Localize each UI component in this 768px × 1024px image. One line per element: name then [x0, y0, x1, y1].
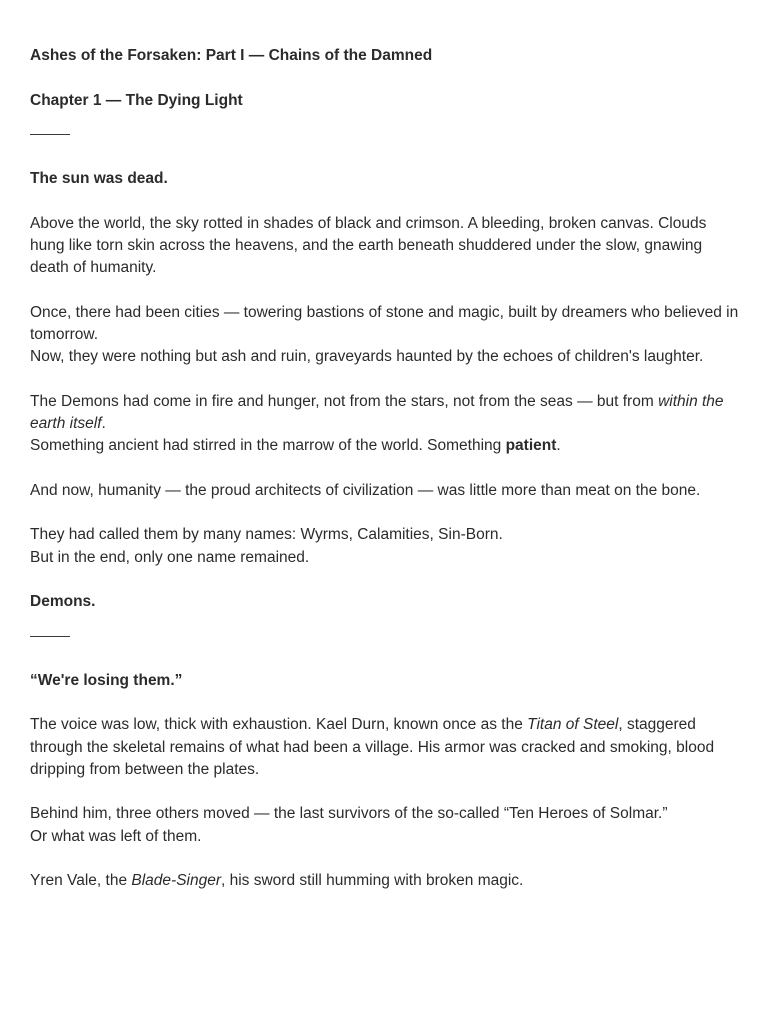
emphasis-text: Titan of Steel [527, 716, 619, 734]
paragraph-demons-came [30, 391, 742, 458]
paragraph-humanity: And now, humanity — the proud architects of civilization — was little more than meat on the bone. [30, 481, 701, 499]
paragraph-names-line-2: But in the end, only one name remained. [30, 548, 310, 566]
strong-text: patient [505, 437, 557, 455]
text-segment: Something ancient had stirred in the marrow of the world. Something [30, 437, 506, 455]
paragraph-demons: Demons. [30, 593, 96, 611]
paragraph-cities-line-1: Once, there had been cities — towering bastions of stone and magic, built by dreamers who believed in tomorrow. [30, 303, 739, 343]
text-segment: The voice was low, thick with exhaustion. Kael Durn, known once as the [30, 716, 528, 734]
paragraph-kael [30, 714, 742, 781]
paragraph-survivors-line-1: Behind him, three others moved — the last survivors of the so-called “Ten Heroes of Solmar.” [30, 805, 668, 823]
section-divider [30, 134, 70, 135]
text-segment: Yren Vale, the [30, 872, 132, 890]
emphasis-text: within the earth itself [30, 392, 724, 432]
section-divider [30, 636, 70, 637]
paragraph-yren [30, 870, 742, 892]
paragraph-cities [30, 302, 742, 369]
paragraph-names-line-1: They had called them by many names: Wyrms, Calamities, Sin-Born. [30, 526, 503, 544]
paragraph-dialogue: “We're losing them.” [30, 671, 183, 689]
text-segment: , his sword still humming with broken magic. [221, 872, 524, 890]
document-body [30, 45, 742, 915]
text-segment: The Demons had come in fire and hunger, not from the stars, not from the seas — but from [30, 392, 659, 410]
text-segment: . [101, 414, 106, 432]
paragraph-demons-came-line-2 [30, 435, 742, 457]
paragraph-sky: Above the world, the sky rotted in shades of black and crimson. A bleeding, broken canvas. Clouds hung like torn skin across the heavens, and the earth beneath shuddered under the slow, gnawing death of humanity. [30, 214, 707, 277]
emphasis-text: Blade-Singer [131, 872, 221, 890]
paragraph-opening: The sun was dead. [30, 170, 168, 188]
text-segment: , staggered through the skeletal remains of what had been a village. His armor was cracked and smoking, blood dripping from between the plates. [30, 716, 715, 778]
chapter-title: Chapter 1 — The Dying Light [30, 91, 243, 109]
paragraph-cities-line-2: Now, they were nothing but ash and ruin, graveyards haunted by the echoes of children's laughter. [30, 348, 704, 366]
text-segment: . [556, 437, 561, 455]
book-title: Ashes of the Forsaken: Part I — Chains of the Damned [30, 47, 433, 64]
paragraph-demons-came-line-1 [30, 391, 742, 435]
paragraph-survivors [30, 803, 742, 847]
paragraph-names [30, 524, 742, 568]
paragraph-survivors-line-2: Or what was left of them. [30, 827, 202, 845]
